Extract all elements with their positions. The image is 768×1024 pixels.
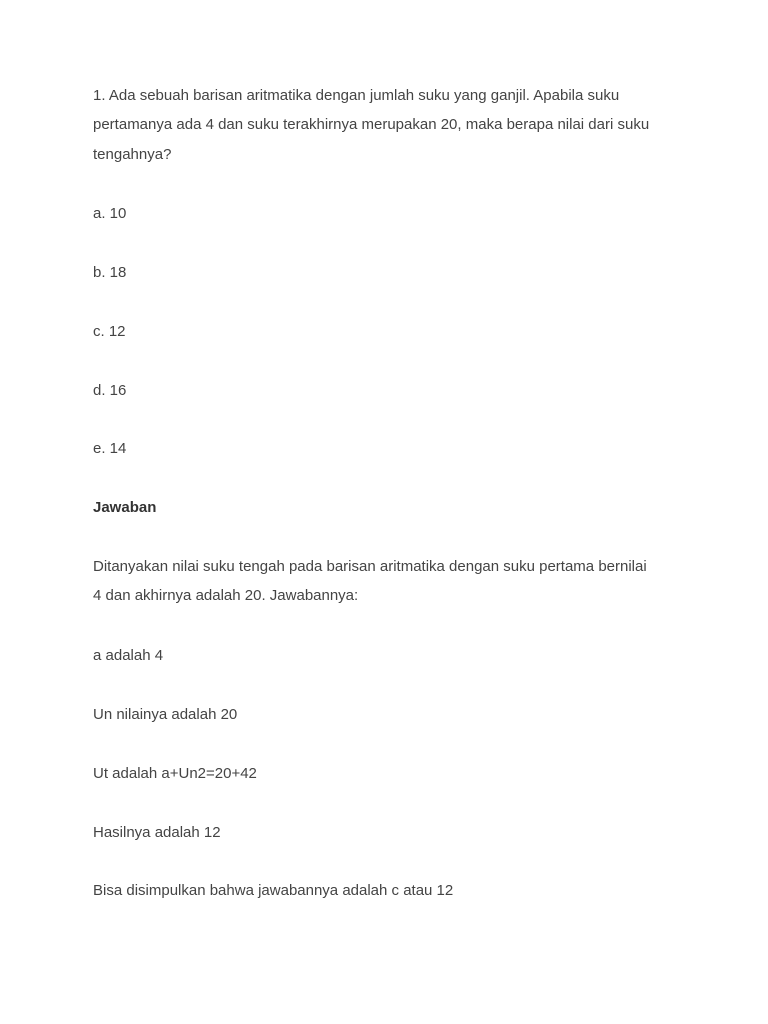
option-a: a. 10: [93, 205, 127, 222]
answer-heading: Jawaban: [93, 499, 157, 516]
step-2: Un nilainya adalah 20: [93, 706, 238, 723]
question-line-2: pertamanya ada 4 dan suku terakhirnya merupakan 20, maka berapa nilai dari suku: [93, 116, 650, 133]
option-b: b. 18: [93, 264, 127, 281]
option-c: c. 12: [93, 323, 126, 340]
option-e: e. 14: [93, 440, 127, 457]
conclusion: Bisa disimpulkan bahwa jawabannya adalah c atau 12: [93, 882, 454, 899]
option-d: d. 16: [93, 382, 127, 399]
explanation-line-1: Ditanyakan nilai suku tengah pada barisan aritmatika dengan suku pertama bernilai: [93, 558, 647, 575]
explanation-line-2: 4 dan akhirnya adalah 20. Jawabannya:: [93, 587, 359, 604]
step-4: Hasilnya adalah 12: [93, 824, 221, 841]
step-3: Ut adalah a+Un2=20+42: [93, 765, 257, 782]
question-line-3: tengahnya?: [93, 146, 172, 163]
step-1: a adalah 4: [93, 647, 164, 664]
question-line-1: 1. Ada sebuah barisan aritmatika dengan jumlah suku yang ganjil. Apabila suku: [93, 87, 620, 104]
